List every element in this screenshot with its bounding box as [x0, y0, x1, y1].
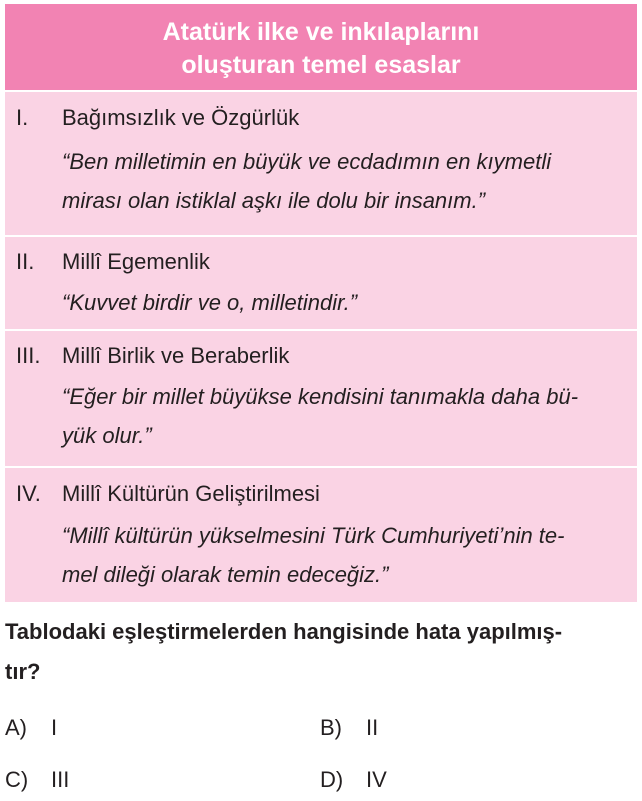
option-value: II — [366, 715, 379, 740]
question-line: Tablodaki eşleştirmelerden hangisinde hata yapılmış- — [5, 619, 563, 644]
table-row — [5, 90, 637, 235]
option-letter: B) — [320, 715, 342, 740]
table-header-line2: oluşturan temel esaslar — [181, 51, 461, 79]
option-letter: C) — [5, 767, 29, 792]
option-b[interactable] — [320, 715, 378, 741]
row-number: II. — [16, 249, 35, 274]
option-letter: D) — [320, 767, 344, 792]
table-row — [5, 235, 637, 329]
row-title: Millî Egemenlik — [62, 249, 210, 274]
question-text — [5, 612, 635, 692]
row-quote-line: yük olur.” — [62, 423, 152, 448]
table-row — [5, 329, 637, 466]
table-row — [5, 466, 637, 602]
option-letter: A) — [5, 715, 27, 740]
row-quote-line: “Eğer bir millet büyükse kendisini tanımakla daha bü- — [62, 384, 579, 409]
row-number: I. — [16, 105, 29, 130]
row-quote — [62, 377, 626, 455]
table-header — [5, 4, 637, 90]
row-quote-line: mirası olan istiklal aşkı ile dolu bir insanım.” — [62, 188, 486, 213]
table-header-line1: Atatürk ilke ve inkılaplarını — [162, 18, 480, 46]
question-line: tır? — [5, 659, 41, 684]
row-quote-line: “Ben milletimin en büyük ve ecdadımın en kıymetli — [62, 149, 552, 174]
row-quote-line: mel dileği olarak temin edeceğiz.” — [62, 562, 389, 587]
option-c[interactable] — [5, 767, 69, 793]
row-quote — [62, 516, 626, 594]
row-quote — [62, 142, 626, 220]
row-number: IV. — [16, 481, 41, 506]
option-value: III — [51, 767, 70, 792]
option-value: IV — [366, 767, 387, 792]
row-quote — [62, 283, 626, 322]
row-number: III. — [16, 343, 41, 368]
option-a[interactable] — [5, 715, 57, 741]
row-title: Bağımsızlık ve Özgürlük — [62, 105, 300, 130]
option-d[interactable] — [320, 767, 387, 793]
option-value: I — [51, 715, 58, 740]
row-title: Millî Birlik ve Beraberlik — [62, 343, 290, 368]
row-quote-line: “Millî kültürün yükselmesini Türk Cumhuriyeti’nin te- — [62, 523, 565, 548]
row-title: Millî Kültürün Geliştirilmesi — [62, 481, 320, 506]
row-quote-line: “Kuvvet birdir ve o, milletindir.” — [62, 290, 358, 315]
principles-table — [5, 4, 637, 602]
